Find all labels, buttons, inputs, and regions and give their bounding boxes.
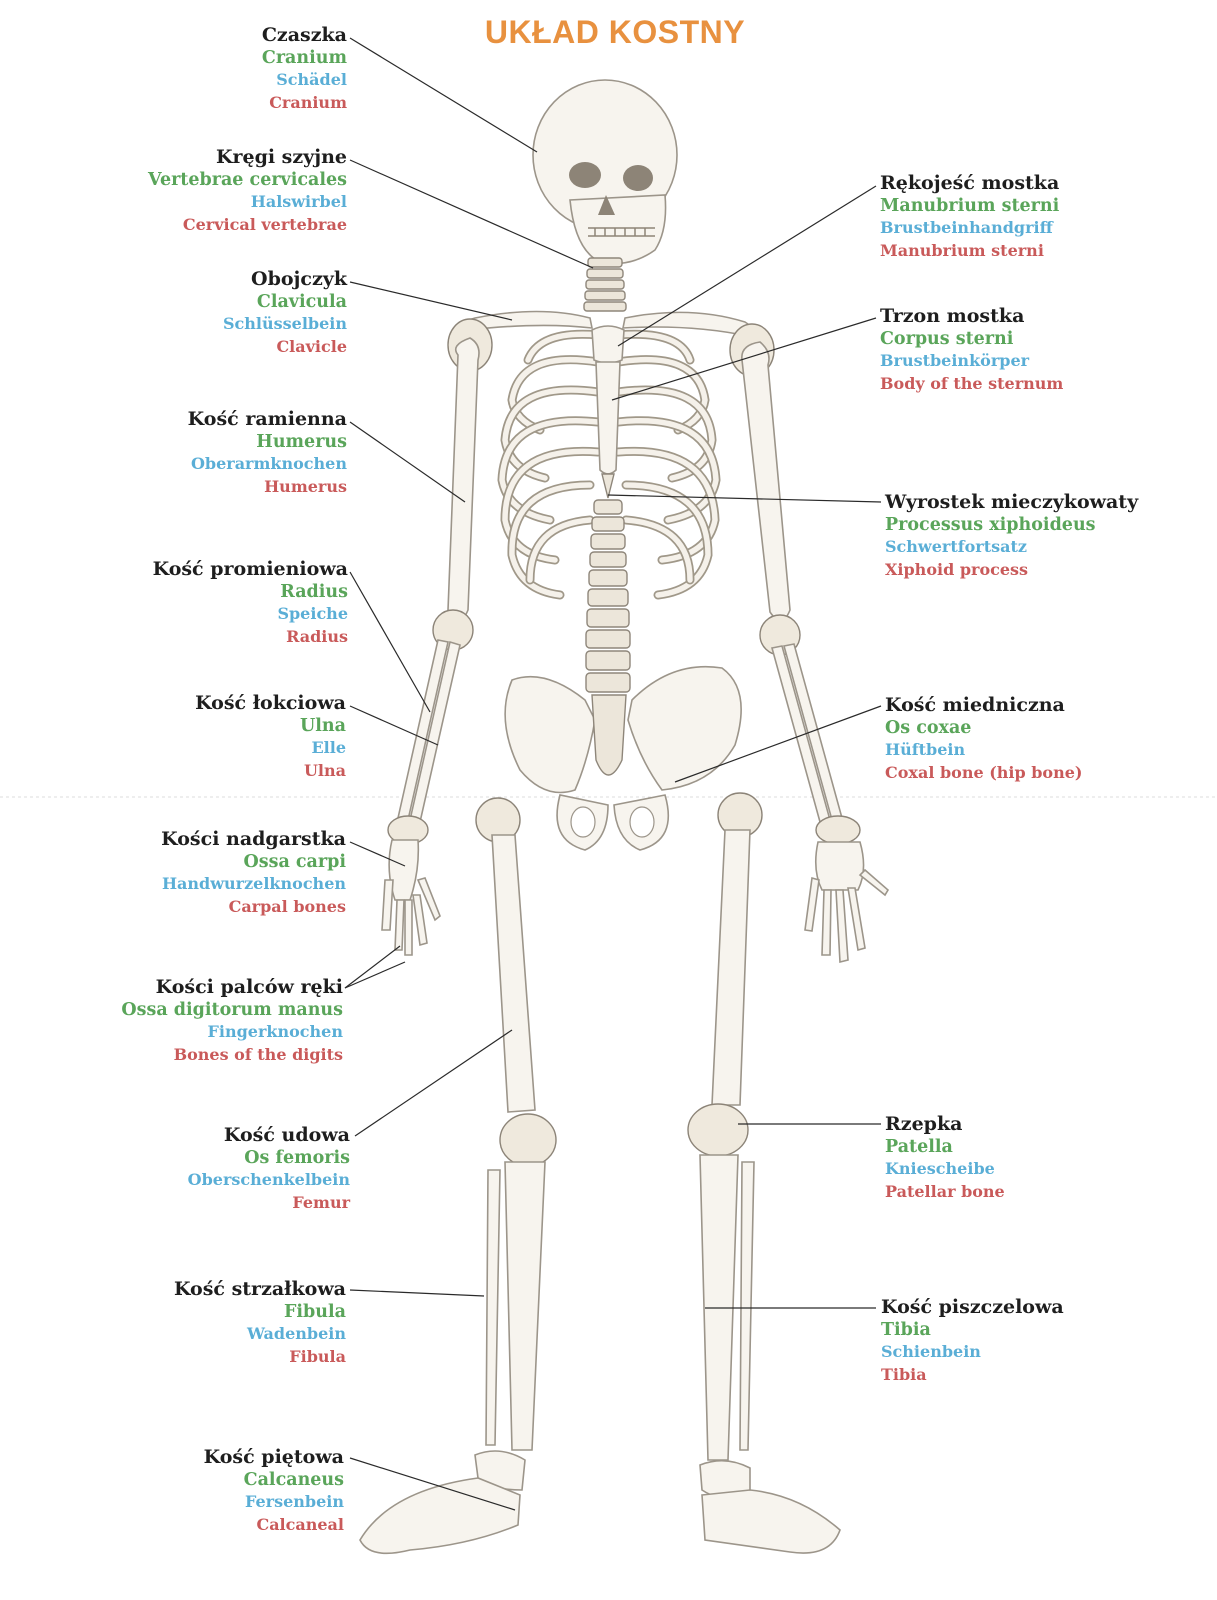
label-english: Radius — [286, 626, 348, 646]
label-german: Brustbeinkörper — [880, 351, 1030, 370]
label-carpal-bones — [161, 828, 346, 918]
label-manubrium — [880, 172, 1059, 262]
label-polish: Kość strzałkowa — [173, 1278, 346, 1300]
label-sternum-body — [880, 305, 1063, 395]
label-english: Cranium — [269, 92, 347, 112]
right-leg — [688, 793, 840, 1553]
label-latin: Radius — [280, 581, 348, 602]
label-ulna — [195, 692, 346, 782]
label-latin: Fibula — [283, 1301, 346, 1322]
label-xiphoid — [885, 491, 1138, 581]
spine — [586, 500, 630, 692]
label-fibula — [174, 1278, 346, 1368]
label-polish: Kość łokciowa — [195, 692, 346, 714]
label-latin: Os femoris — [244, 1147, 350, 1168]
label-latin: Corpus sterni — [880, 328, 1014, 349]
label-polish: Kość udowa — [223, 1124, 350, 1146]
label-german: Brustbeinhandgriff — [880, 218, 1053, 237]
sternum — [592, 326, 624, 498]
label-polish: Kość ramienna — [187, 408, 347, 430]
right-arm — [742, 342, 888, 962]
label-polish: Czaszka — [261, 24, 347, 46]
label-english: Clavicle — [276, 336, 347, 356]
label-polish: Kość promieniowa — [152, 558, 348, 580]
label-german: Halswirbel — [250, 192, 347, 211]
label-english: Tibia — [881, 1364, 927, 1384]
label-english: Femur — [292, 1192, 350, 1212]
label-german: Schienbein — [881, 1342, 981, 1361]
label-latin: Clavicula — [256, 291, 347, 312]
label-german: Schädel — [276, 70, 347, 89]
label-english: Manubrium sterni — [880, 240, 1044, 260]
label-polish: Kości nadgarstka — [161, 828, 346, 850]
label-calcaneus — [204, 1446, 344, 1536]
label-latin: Ossa carpi — [243, 851, 346, 872]
label-latin: Ulna — [300, 715, 346, 736]
label-coxal-bone — [885, 694, 1082, 784]
label-latin: Cranium — [261, 47, 347, 68]
label-digits — [121, 976, 343, 1066]
label-latin: Vertebrae cervicales — [147, 169, 347, 190]
label-german: Schlüsselbein — [223, 314, 347, 333]
label-latin: Humerus — [256, 431, 347, 452]
label-german: Handwurzelknochen — [161, 874, 346, 893]
label-radius — [153, 558, 348, 648]
pelvis — [505, 667, 741, 850]
label-latin: Patella — [885, 1136, 953, 1157]
label-german: Oberarmknochen — [190, 454, 347, 473]
label-german: Kniescheibe — [885, 1159, 995, 1178]
label-german: Speiche — [277, 604, 348, 623]
label-english: Ulna — [303, 760, 346, 780]
label-polish: Kręgi szyjne — [215, 146, 347, 168]
label-english: Bones of the digits — [173, 1044, 343, 1064]
label-humerus — [188, 408, 347, 498]
label-german: Schwertfortsatz — [885, 537, 1027, 556]
label-english: Patellar bone — [885, 1181, 1005, 1201]
label-german: Fersenbein — [245, 1492, 344, 1511]
label-english: Fibula — [289, 1346, 346, 1366]
label-german: Hüftbein — [885, 740, 966, 759]
label-german: Wadenbein — [246, 1324, 346, 1343]
label-polish: Wyrostek mieczykowaty — [885, 491, 1139, 513]
label-latin: Processus xiphoideus — [885, 514, 1096, 535]
label-latin: Tibia — [881, 1319, 931, 1340]
label-clavicle — [223, 268, 347, 358]
label-english: Cervical vertebrae — [182, 214, 347, 234]
page-title: UKŁAD KOSTNY — [484, 14, 746, 50]
skull — [533, 80, 677, 264]
label-polish: Kość miedniczna — [885, 694, 1065, 716]
label-cranium — [262, 24, 347, 114]
label-english: Carpal bones — [228, 896, 346, 916]
label-english: Xiphoid process — [885, 559, 1029, 579]
label-latin: Ossa digitorum manus — [121, 999, 343, 1020]
label-polish: Kość piszczelowa — [881, 1296, 1064, 1318]
label-patella — [885, 1113, 1005, 1203]
label-cervical-vertebrae — [148, 146, 347, 236]
label-english: Calcaneal — [256, 1514, 344, 1534]
label-latin: Calcaneus — [243, 1469, 344, 1490]
label-polish: Trzon mostka — [880, 305, 1025, 327]
label-german: Elle — [311, 738, 346, 757]
label-english: Humerus — [264, 476, 347, 496]
label-polish: Kość piętowa — [203, 1446, 344, 1468]
cervical-spine — [584, 258, 626, 311]
label-german: Fingerknochen — [207, 1022, 343, 1041]
label-polish: Rękojeść mostka — [880, 172, 1060, 194]
label-polish: Obojczyk — [251, 268, 347, 290]
label-femur — [188, 1124, 350, 1214]
label-tibia — [881, 1296, 1064, 1386]
label-english: Body of the sternum — [880, 373, 1064, 393]
label-polish: Kości palców ręki — [155, 976, 343, 998]
label-polish: Rzepka — [885, 1113, 963, 1135]
label-latin: Manubrium sterni — [880, 195, 1060, 216]
label-english: Coxal bone (hip bone) — [885, 762, 1083, 782]
label-german: Oberschenkelbein — [187, 1170, 350, 1189]
label-latin: Os coxae — [885, 717, 972, 738]
